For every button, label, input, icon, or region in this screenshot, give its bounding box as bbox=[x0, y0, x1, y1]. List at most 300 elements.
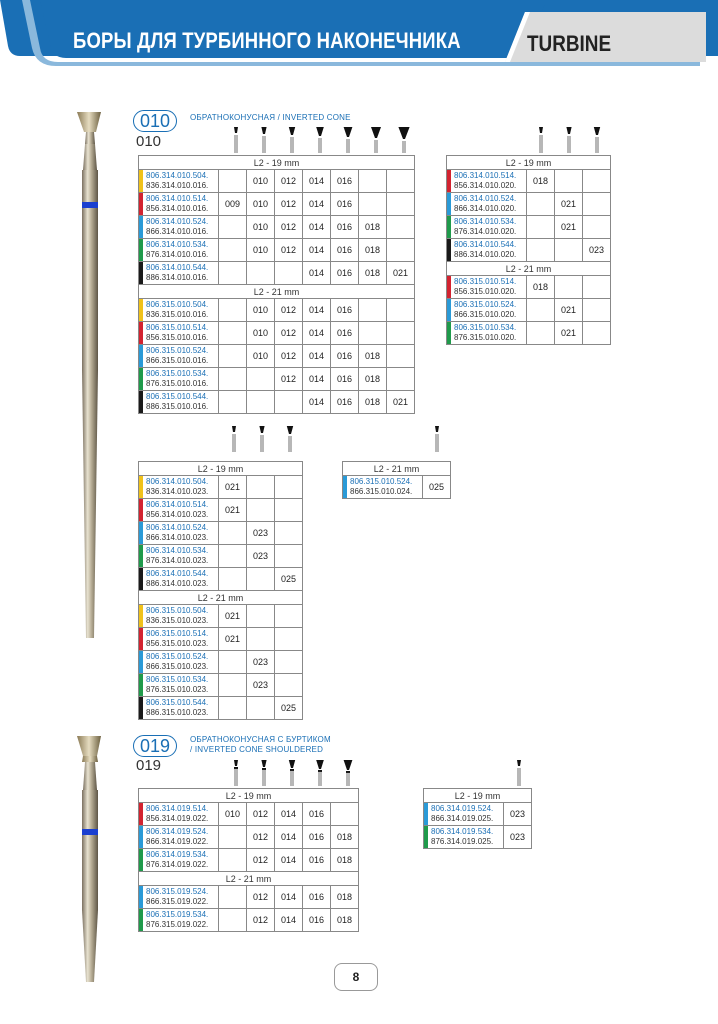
size-cell bbox=[219, 368, 247, 391]
code-line-2: 836.315.010.016. bbox=[146, 310, 209, 319]
table-row bbox=[139, 522, 303, 545]
table-row bbox=[139, 545, 303, 568]
size-cell bbox=[275, 476, 303, 499]
code-line-2: 856.314.010.016. bbox=[146, 204, 209, 213]
size-cell bbox=[219, 651, 247, 674]
code-line-1: 806.314.010.514. bbox=[454, 171, 517, 180]
color-marker bbox=[139, 651, 143, 673]
page-header bbox=[0, 0, 718, 78]
code-line-2: 866.314.010.020. bbox=[454, 204, 517, 213]
table-row bbox=[139, 651, 303, 674]
size-cell: 023 bbox=[247, 545, 275, 568]
color-marker bbox=[139, 299, 143, 321]
size-cell bbox=[219, 849, 247, 872]
size-cell bbox=[583, 216, 611, 239]
size-cell bbox=[219, 909, 247, 932]
size-cell bbox=[583, 322, 611, 345]
size-cell: 012 bbox=[247, 826, 275, 849]
color-marker bbox=[447, 193, 451, 215]
size-cell: 014 bbox=[303, 368, 331, 391]
color-marker bbox=[447, 299, 451, 321]
table-row bbox=[139, 322, 415, 345]
table-row bbox=[447, 239, 611, 262]
size-cell: 014 bbox=[275, 803, 303, 826]
bur-019-image bbox=[72, 734, 108, 984]
size-cell: 010 bbox=[247, 193, 275, 216]
code-line-1: 806.314.010.534. bbox=[454, 217, 517, 226]
size-cell: 016 bbox=[303, 909, 331, 932]
product-code bbox=[447, 193, 527, 216]
tip-icons-a bbox=[220, 125, 420, 157]
code-line-1: 806.314.010.524. bbox=[146, 523, 209, 532]
table-row bbox=[139, 476, 303, 499]
size-cell: 025 bbox=[423, 476, 451, 499]
bur-tip-icon bbox=[344, 127, 353, 153]
color-marker bbox=[139, 697, 143, 719]
code-line-1: 806.314.010.504. bbox=[146, 171, 209, 180]
table-row bbox=[139, 568, 303, 591]
color-marker bbox=[139, 909, 143, 931]
size-cell: 009 bbox=[219, 193, 247, 216]
size-cell bbox=[247, 476, 275, 499]
color-marker bbox=[447, 216, 451, 238]
size-cell: 014 bbox=[303, 193, 331, 216]
size-cell bbox=[527, 299, 555, 322]
size-cell bbox=[219, 697, 247, 720]
code-line-1: 806.314.019.534. bbox=[431, 827, 494, 836]
table-row bbox=[447, 299, 611, 322]
code-019-badge: 019 bbox=[133, 735, 177, 757]
size-cell bbox=[219, 391, 247, 414]
size-cell bbox=[247, 262, 275, 285]
size-cell: 021 bbox=[555, 193, 583, 216]
table-length-header: L2 - 19 mm bbox=[139, 462, 303, 476]
table-row bbox=[139, 605, 303, 628]
tip-icons-f bbox=[505, 758, 535, 790]
table-row bbox=[139, 170, 415, 193]
size-cell: 021 bbox=[387, 262, 415, 285]
size-cell: 018 bbox=[331, 909, 359, 932]
size-cell: 018 bbox=[359, 368, 387, 391]
shape-label-010: ОБРАТНОКОНУСНАЯ / INVERTED CONE bbox=[190, 113, 351, 122]
code-line-2: 876.314.010.023. bbox=[146, 556, 209, 565]
size-cell bbox=[359, 193, 387, 216]
size-cell: 012 bbox=[275, 345, 303, 368]
size-cell bbox=[247, 568, 275, 591]
bur-tip-icon bbox=[398, 127, 409, 153]
color-marker bbox=[139, 391, 143, 413]
code-line-2: 836.314.010.016. bbox=[146, 181, 209, 190]
size-cell: 016 bbox=[331, 368, 359, 391]
size-cell: 010 bbox=[247, 345, 275, 368]
size-cell bbox=[219, 239, 247, 262]
size-cell: 010 bbox=[247, 216, 275, 239]
product-code bbox=[139, 322, 219, 345]
bur-tip-icon bbox=[234, 760, 238, 786]
code-line-1: 806.314.019.514. bbox=[146, 804, 209, 813]
size-cell: 016 bbox=[331, 216, 359, 239]
size-cell: 018 bbox=[359, 239, 387, 262]
size-cell bbox=[387, 239, 415, 262]
code-line-1: 806.314.010.534. bbox=[146, 240, 209, 249]
size-cell: 018 bbox=[359, 262, 387, 285]
code-line-2: 886.315.010.023. bbox=[146, 708, 209, 717]
product-code bbox=[139, 674, 219, 697]
code-line-1: 806.315.010.544. bbox=[146, 698, 209, 707]
code-line-2: 866.314.019.022. bbox=[146, 837, 209, 846]
table-row bbox=[447, 193, 611, 216]
code-line-2: 856.314.010.023. bbox=[146, 510, 209, 519]
color-marker bbox=[139, 170, 143, 192]
size-cell: 023 bbox=[504, 803, 532, 826]
code-line-2: 886.314.010.016. bbox=[146, 273, 209, 282]
code-line-1: 806.315.010.504. bbox=[146, 606, 209, 615]
code-line-1: 806.315.010.524. bbox=[454, 300, 517, 309]
size-cell bbox=[583, 170, 611, 193]
code-line-2: 876.315.010.016. bbox=[146, 379, 209, 388]
size-cell: 021 bbox=[555, 322, 583, 345]
table-row bbox=[139, 391, 415, 414]
table-length-header: L2 - 21 mm bbox=[447, 262, 611, 276]
product-code bbox=[139, 262, 219, 285]
table-length-header: L2 - 19 mm bbox=[139, 789, 359, 803]
code-line-2: 866.314.010.023. bbox=[146, 533, 209, 542]
size-cell: 023 bbox=[247, 522, 275, 545]
bur-tip-icon bbox=[517, 760, 521, 786]
size-cell bbox=[247, 391, 275, 414]
product-code bbox=[139, 545, 219, 568]
size-cell bbox=[275, 499, 303, 522]
color-marker bbox=[139, 499, 143, 521]
size-cell bbox=[247, 628, 275, 651]
size-cell: 018 bbox=[331, 886, 359, 909]
table-row bbox=[447, 276, 611, 299]
product-code bbox=[447, 239, 527, 262]
table-row bbox=[139, 499, 303, 522]
table-019-f bbox=[423, 788, 532, 849]
size-cell: 014 bbox=[275, 826, 303, 849]
table-length-header: L2 - 19 mm bbox=[447, 156, 611, 170]
size-cell: 010 bbox=[247, 170, 275, 193]
code-line-1: 806.314.010.514. bbox=[146, 194, 209, 203]
code-line-1: 806.314.010.524. bbox=[454, 194, 517, 203]
size-cell bbox=[359, 170, 387, 193]
table-010-c bbox=[138, 461, 303, 720]
code-line-1: 806.315.019.524. bbox=[146, 887, 209, 896]
size-cell: 016 bbox=[331, 170, 359, 193]
bur-tip-icon bbox=[232, 426, 236, 452]
table-row bbox=[139, 345, 415, 368]
color-marker bbox=[139, 522, 143, 544]
table-019-e bbox=[138, 788, 359, 932]
size-cell: 023 bbox=[504, 826, 532, 849]
size-cell: 016 bbox=[303, 826, 331, 849]
size-cell: 025 bbox=[275, 697, 303, 720]
code-line-1: 806.315.010.524. bbox=[146, 652, 209, 661]
product-code bbox=[447, 170, 527, 193]
page-title: БОРЫ ДЛЯ ТУРБИННОГО НАКОНЕЧНИКА bbox=[73, 28, 461, 53]
code-010-plain: 010 bbox=[136, 133, 162, 150]
color-marker bbox=[139, 803, 143, 825]
code-line-1: 806.314.010.534. bbox=[146, 546, 209, 555]
code-line-2: 876.314.019.025. bbox=[431, 837, 494, 846]
table-length-header: L2 - 21 mm bbox=[139, 591, 303, 605]
code-line-1: 806.315.019.534. bbox=[146, 910, 209, 919]
color-marker bbox=[139, 674, 143, 696]
product-code bbox=[343, 476, 423, 499]
size-cell bbox=[219, 345, 247, 368]
bur-tip-icon bbox=[234, 127, 238, 153]
size-cell: 014 bbox=[275, 886, 303, 909]
size-cell: 010 bbox=[247, 299, 275, 322]
size-cell bbox=[219, 826, 247, 849]
bur-tip-icon bbox=[316, 760, 324, 786]
color-marker bbox=[447, 276, 451, 298]
size-cell bbox=[387, 193, 415, 216]
color-marker bbox=[139, 322, 143, 344]
bur-tip-icon bbox=[289, 127, 295, 153]
size-cell: 025 bbox=[275, 568, 303, 591]
size-cell: 018 bbox=[359, 216, 387, 239]
code-line-1: 806.315.010.534. bbox=[454, 323, 517, 332]
size-cell bbox=[583, 276, 611, 299]
size-cell bbox=[219, 322, 247, 345]
table-row bbox=[139, 803, 359, 826]
bur-tip-icon bbox=[261, 760, 266, 786]
code-line-2: 866.315.010.023. bbox=[146, 662, 209, 671]
size-cell: 012 bbox=[247, 803, 275, 826]
code-line-1: 806.314.010.504. bbox=[146, 477, 209, 486]
product-code bbox=[139, 886, 219, 909]
code-line-2: 866.315.019.022. bbox=[146, 897, 209, 906]
size-cell bbox=[219, 262, 247, 285]
table-010-b bbox=[446, 155, 611, 345]
size-cell bbox=[275, 628, 303, 651]
table-row bbox=[139, 849, 359, 872]
code-line-2: 876.315.019.022. bbox=[146, 920, 209, 929]
code-line-2: 856.314.010.020. bbox=[454, 181, 517, 190]
tip-icons-b bbox=[527, 125, 617, 157]
table-row bbox=[343, 476, 451, 499]
color-marker bbox=[424, 826, 428, 848]
product-code bbox=[139, 568, 219, 591]
table-row bbox=[424, 826, 532, 849]
table-row bbox=[139, 368, 415, 391]
code-line-2: 856.315.010.020. bbox=[454, 287, 517, 296]
size-cell: 012 bbox=[275, 193, 303, 216]
product-code bbox=[139, 193, 219, 216]
size-cell: 014 bbox=[303, 170, 331, 193]
code-line-2: 876.315.010.020. bbox=[454, 333, 517, 342]
code-line-1: 806.314.010.544. bbox=[146, 569, 209, 578]
size-cell: 012 bbox=[275, 170, 303, 193]
code-line-1: 806.314.010.544. bbox=[454, 240, 517, 249]
code-line-2: 886.314.010.023. bbox=[146, 579, 209, 588]
size-cell: 016 bbox=[303, 803, 331, 826]
product-code bbox=[139, 849, 219, 872]
size-cell: 023 bbox=[583, 239, 611, 262]
size-cell: 014 bbox=[303, 391, 331, 414]
size-cell: 021 bbox=[219, 605, 247, 628]
size-cell: 018 bbox=[527, 170, 555, 193]
table-row bbox=[447, 322, 611, 345]
table-length-header: L2 - 19 mm bbox=[424, 789, 532, 803]
color-marker bbox=[139, 262, 143, 284]
product-code bbox=[447, 276, 527, 299]
color-marker bbox=[343, 476, 347, 498]
size-cell bbox=[247, 499, 275, 522]
table-row bbox=[447, 216, 611, 239]
product-code bbox=[139, 239, 219, 262]
size-cell bbox=[247, 368, 275, 391]
size-cell: 014 bbox=[303, 345, 331, 368]
size-cell bbox=[275, 674, 303, 697]
size-cell bbox=[527, 216, 555, 239]
size-cell: 021 bbox=[555, 299, 583, 322]
product-code bbox=[139, 345, 219, 368]
table-row bbox=[139, 697, 303, 720]
page-number: 8 bbox=[334, 963, 378, 991]
size-cell: 021 bbox=[219, 476, 247, 499]
bur-tip-icon bbox=[344, 760, 353, 786]
color-marker bbox=[139, 193, 143, 215]
table-row bbox=[139, 886, 359, 909]
bur-tip-icon bbox=[371, 127, 381, 153]
color-marker bbox=[139, 628, 143, 650]
bur-tip-icon bbox=[435, 426, 439, 452]
size-cell: 016 bbox=[331, 262, 359, 285]
size-cell bbox=[247, 697, 275, 720]
product-code bbox=[139, 170, 219, 193]
product-code bbox=[447, 322, 527, 345]
size-cell: 010 bbox=[247, 239, 275, 262]
product-code bbox=[139, 909, 219, 932]
code-line-2: 886.314.010.020. bbox=[454, 250, 517, 259]
code-line-1: 806.314.019.524. bbox=[431, 804, 494, 813]
table-row bbox=[139, 262, 415, 285]
size-cell bbox=[387, 322, 415, 345]
size-cell bbox=[387, 216, 415, 239]
code-line-1: 806.314.019.524. bbox=[146, 827, 209, 836]
code-line-1: 806.314.019.534. bbox=[146, 850, 209, 859]
shape-label-019-en: / INVERTED CONE SHOULDERED bbox=[190, 745, 324, 754]
table-length-header: L2 - 21 mm bbox=[139, 285, 415, 299]
turbine-label: TURBINE bbox=[527, 31, 612, 56]
product-code bbox=[139, 803, 219, 826]
code-line-1: 806.314.010.514. bbox=[146, 500, 209, 509]
product-code bbox=[139, 605, 219, 628]
size-cell bbox=[387, 299, 415, 322]
color-marker bbox=[139, 476, 143, 498]
code-line-1: 806.315.010.514. bbox=[146, 323, 209, 332]
size-cell bbox=[387, 345, 415, 368]
size-cell: 021 bbox=[219, 499, 247, 522]
size-cell bbox=[555, 170, 583, 193]
table-length-header: L2 - 21 mm bbox=[139, 872, 359, 886]
size-cell: 018 bbox=[527, 276, 555, 299]
table-row bbox=[139, 193, 415, 216]
product-code bbox=[139, 391, 219, 414]
code-line-2: 876.315.010.023. bbox=[146, 685, 209, 694]
size-cell: 012 bbox=[247, 886, 275, 909]
code-line-1: 806.315.010.504. bbox=[146, 300, 209, 309]
code-line-2: 866.315.010.016. bbox=[146, 356, 209, 365]
color-marker bbox=[447, 170, 451, 192]
size-cell bbox=[275, 522, 303, 545]
size-cell bbox=[219, 170, 247, 193]
color-marker bbox=[447, 239, 451, 261]
code-line-1: 806.315.010.514. bbox=[146, 629, 209, 638]
bur-tip-icon bbox=[287, 426, 293, 452]
size-cell bbox=[275, 651, 303, 674]
table-row bbox=[139, 628, 303, 651]
code-line-1: 806.314.010.524. bbox=[146, 217, 209, 226]
product-code bbox=[139, 651, 219, 674]
size-cell: 018 bbox=[359, 391, 387, 414]
color-marker bbox=[139, 216, 143, 238]
table-row bbox=[139, 909, 359, 932]
product-code bbox=[447, 299, 527, 322]
color-marker bbox=[139, 886, 143, 908]
table-length-header: L2 - 19 mm bbox=[139, 156, 415, 170]
code-line-2: 866.314.019.025. bbox=[431, 814, 494, 823]
tip-icons-d bbox=[423, 424, 453, 462]
size-cell: 014 bbox=[303, 322, 331, 345]
size-cell: 023 bbox=[247, 651, 275, 674]
product-code bbox=[139, 628, 219, 651]
size-cell bbox=[387, 368, 415, 391]
size-cell bbox=[359, 322, 387, 345]
size-cell bbox=[527, 193, 555, 216]
bur-tip-icon bbox=[289, 760, 295, 786]
size-cell bbox=[219, 216, 247, 239]
size-cell bbox=[527, 322, 555, 345]
color-marker bbox=[139, 568, 143, 590]
bur-tip-icon bbox=[566, 127, 571, 153]
bur-tip-icon bbox=[539, 127, 543, 153]
color-marker bbox=[139, 826, 143, 848]
color-marker bbox=[424, 803, 428, 825]
size-cell: 016 bbox=[331, 193, 359, 216]
code-line-2: 886.315.010.016. bbox=[146, 402, 209, 411]
size-cell bbox=[359, 299, 387, 322]
size-cell: 016 bbox=[331, 299, 359, 322]
size-cell: 014 bbox=[303, 216, 331, 239]
code-line-2: 866.314.010.016. bbox=[146, 227, 209, 236]
code-line-2: 856.315.010.016. bbox=[146, 333, 209, 342]
table-row bbox=[424, 803, 532, 826]
product-code bbox=[139, 499, 219, 522]
product-code bbox=[139, 522, 219, 545]
size-cell bbox=[219, 522, 247, 545]
size-cell bbox=[247, 605, 275, 628]
size-cell bbox=[331, 803, 359, 826]
size-cell: 018 bbox=[331, 849, 359, 872]
product-code bbox=[424, 803, 504, 826]
code-line-1: 806.315.010.524. bbox=[146, 346, 209, 355]
size-cell bbox=[527, 239, 555, 262]
code-line-2: 836.315.010.023. bbox=[146, 616, 209, 625]
size-cell bbox=[219, 545, 247, 568]
size-cell bbox=[275, 605, 303, 628]
size-cell: 012 bbox=[275, 216, 303, 239]
size-cell: 012 bbox=[275, 368, 303, 391]
size-cell: 012 bbox=[275, 322, 303, 345]
size-cell: 023 bbox=[247, 674, 275, 697]
size-cell: 014 bbox=[275, 909, 303, 932]
code-line-1: 806.314.010.544. bbox=[146, 263, 209, 272]
size-cell bbox=[583, 193, 611, 216]
